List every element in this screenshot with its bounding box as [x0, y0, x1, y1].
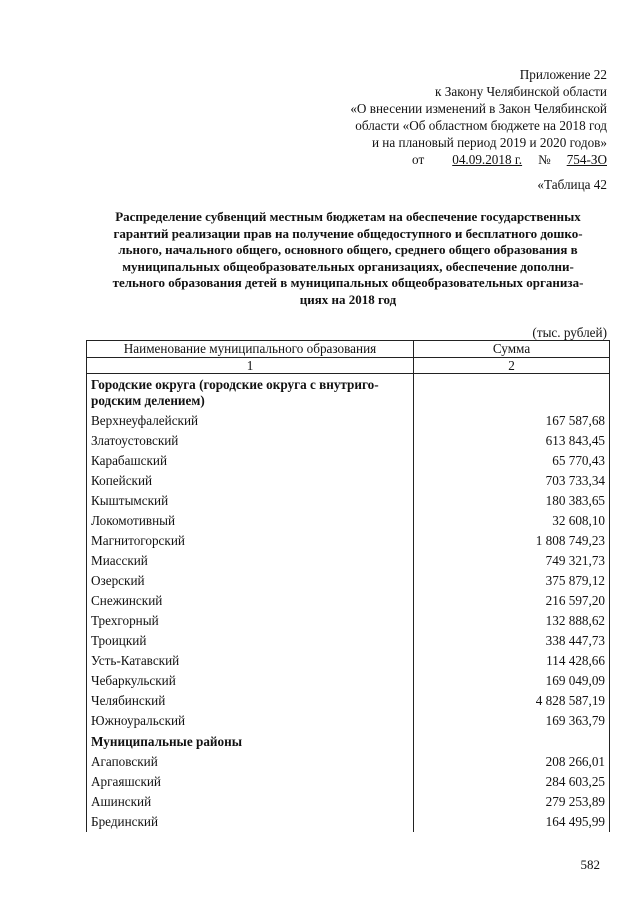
municipality-name: Агаповский: [87, 752, 414, 772]
page-number: 582: [580, 857, 600, 872]
municipality-name: Магнитогорский: [87, 531, 414, 551]
municipality-name: Аргаяшский: [87, 772, 414, 792]
table-row: [87, 411, 610, 431]
table-row: [87, 491, 610, 511]
table-row: [87, 571, 610, 591]
law-date-line: [277, 151, 607, 168]
table-row: [87, 711, 610, 731]
table-row: [87, 651, 610, 671]
subvention-sum: 32 608,10: [414, 511, 610, 531]
subvention-sum: 284 603,25: [414, 772, 610, 792]
municipality-name: Челябинский: [87, 691, 414, 711]
municipality-name: Карабашский: [87, 451, 414, 471]
number-sign: №: [538, 152, 551, 167]
law-date: 04.09.2018 г.: [452, 152, 523, 167]
subvention-sum: 114 428,66: [414, 651, 610, 671]
table-row: [87, 451, 610, 471]
subvention-sum: 65 770,43: [414, 451, 610, 471]
header-line-3: «О внесении изменений в Закон Челябинской: [350, 101, 607, 116]
subvention-sum: 703 733,34: [414, 471, 610, 491]
municipality-name: Снежинский: [87, 591, 414, 611]
municipality-name: Копейский: [87, 471, 414, 491]
subvention-sum: 338 447,73: [414, 631, 610, 651]
subvention-sum: 1 808 749,23: [414, 531, 610, 551]
municipality-name: Озерский: [87, 571, 414, 591]
table-row: [87, 792, 610, 812]
municipality-name: Верхнеуфалейский: [87, 411, 414, 431]
subvention-sum: 4 828 587,19: [414, 691, 610, 711]
table-row: [87, 471, 610, 491]
subvention-sum: 169 049,09: [414, 671, 610, 691]
municipality-name: Троицкий: [87, 631, 414, 651]
municipality-name: Чебаркульский: [87, 671, 414, 691]
title-line: льного, начального общего, основного общего, среднего общего образования в: [118, 242, 578, 257]
subvention-sum: 167 587,68: [414, 411, 610, 431]
subvention-sum: 216 597,20: [414, 591, 610, 611]
subvention-sum: 169 363,79: [414, 711, 610, 731]
header-line-5: и на плановый период 2019 и 2020 годов»: [371, 135, 607, 150]
units-label: (тыс. рублей): [532, 325, 607, 340]
municipality-name: Усть-Катавский: [87, 651, 414, 671]
subvention-sum: 164 495,99: [414, 812, 610, 832]
table-label: «Таблица 42: [537, 177, 607, 192]
table-row: [87, 812, 610, 832]
table-row: [87, 691, 610, 711]
table-row: [87, 671, 610, 691]
municipality-name: Ашинский: [87, 792, 414, 812]
header-line-2: к Закону Челябинской области: [435, 84, 607, 99]
column-number-1: 1: [87, 358, 414, 374]
title-line: циях на 2018 год: [299, 291, 397, 307]
column-header-name: Наименование муниципального образования: [87, 341, 414, 358]
group-title-urban: [87, 374, 414, 412]
subvention-sum: 749 321,73: [414, 551, 610, 571]
date-prefix: от: [412, 152, 425, 167]
municipality-name: Южноуральский: [87, 711, 414, 731]
title-line: гарантий реализации прав на получение общедоступного и бесплатного дошко-: [113, 225, 583, 241]
column-header-sum: Сумма: [414, 341, 610, 358]
municipality-name: Локомотивный: [87, 511, 414, 531]
municipality-name: Кыштымский: [87, 491, 414, 511]
title-line: тельного образования детей в муниципальных общеобразовательных организа-: [112, 275, 584, 290]
table-row: [87, 611, 610, 631]
table-row: [87, 631, 610, 651]
table-row: [87, 772, 610, 792]
table-row: [87, 551, 610, 571]
municipality-name: Миасский: [87, 551, 414, 571]
title-line: муниципальных общеобразовательных организациях, обеспечение дополни-: [122, 258, 574, 274]
group-title-line: родским делением): [91, 393, 205, 408]
table-row: [87, 431, 610, 451]
subvention-sum: 375 879,12: [414, 571, 610, 591]
title-line: Распределение субвенций местным бюджетам на обеспечение государственных: [115, 209, 581, 224]
subvention-sum: 613 843,45: [414, 431, 610, 451]
municipality-name: Трехгорный: [87, 611, 414, 631]
appendix-header: [277, 66, 607, 168]
table-row: [87, 511, 610, 531]
law-number: 754-ЗО: [566, 152, 607, 167]
document-title: [86, 209, 610, 308]
table-row: [87, 752, 610, 772]
column-number-2: 2: [414, 358, 610, 374]
header-line-1: Приложение 22: [519, 67, 607, 82]
municipality-name: Брединский: [87, 812, 414, 832]
group-header-row: [87, 731, 610, 752]
header-line-4: области «Об областном бюджете на 2018 год: [355, 118, 607, 133]
municipality-name: Златоустовский: [87, 431, 414, 451]
table-body: [87, 374, 610, 833]
subvention-sum: 279 253,89: [414, 792, 610, 812]
group-header-row: [87, 374, 610, 412]
subvention-sum: 180 383,65: [414, 491, 610, 511]
subvention-sum: 132 888,62: [414, 611, 610, 631]
group-title-districts: Муниципальные районы: [87, 731, 414, 752]
table-row: [87, 531, 610, 551]
subvention-sum: 208 266,01: [414, 752, 610, 772]
subvention-table: [86, 340, 610, 832]
group-title-line: Городские округа (городские округа с внутриго-: [91, 377, 379, 392]
table-row: [87, 591, 610, 611]
